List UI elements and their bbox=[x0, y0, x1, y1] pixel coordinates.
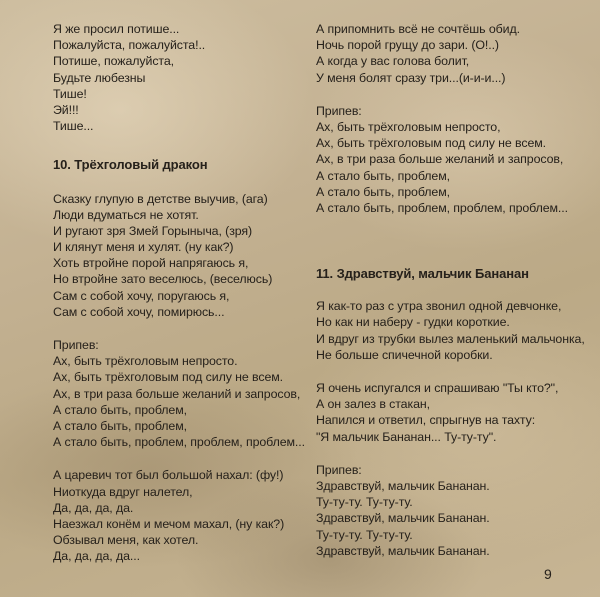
lyric-line: Хоть втройне порой напрягаюсь я, bbox=[53, 256, 249, 271]
lyric-line: Я же просил потише... bbox=[53, 22, 180, 36]
lyric-line: А стало быть, проблем, проблем, проблем... bbox=[316, 200, 568, 215]
lyric-line: Ах, в три раза больше желаний и запросов, bbox=[316, 152, 564, 167]
lyric-line: "Я мальчик Бананан... Ту-ту-ту". bbox=[316, 429, 497, 444]
lyric-line: Я как-то раз с утра звонил одной девчонке, bbox=[316, 299, 562, 314]
lyric-line: А он залез в стакан, bbox=[316, 397, 430, 412]
lyric-line: А стало быть, проблем, bbox=[53, 418, 187, 433]
lyric-line: Ах, быть трёхголовым под силу не всем. bbox=[316, 136, 547, 151]
lyric-line: И вдруг из трубки вылез маленький мальчонка, bbox=[316, 331, 585, 346]
lyric-line: Сам с собой хочу, помирюсь... bbox=[53, 304, 225, 319]
lyric-line: Да, да, да, да. bbox=[53, 500, 134, 515]
lyric-line: Тише! bbox=[53, 86, 87, 101]
page-number: 9 bbox=[544, 566, 552, 582]
lyric-line: Наезжал конём и мечом махал, (ну как?) bbox=[53, 516, 285, 531]
lyric-line: А когда у вас голова болит, bbox=[316, 54, 470, 69]
lyric-line: Но втройне зато веселюсь, (веселюсь) bbox=[53, 272, 273, 287]
lyric-line: Здравствуй, мальчик Бананан. bbox=[316, 478, 490, 493]
lyric-line: Будьте любезны bbox=[53, 70, 146, 85]
lyric-line: Ту-ту-ту. Ту-ту-ту. bbox=[316, 527, 413, 542]
lyric-line: Люди вдуматься не хотят. bbox=[53, 207, 199, 222]
lyric-line: И клянут меня и хулят. (ну как?) bbox=[53, 240, 234, 255]
lyric-line: Ниоткуда вдруг налетел, bbox=[53, 484, 193, 499]
lyric-line: Ночь порой грущу до зари. (О!..) bbox=[316, 38, 499, 53]
lyric-line: Здравствуй, мальчик Бананан. bbox=[316, 511, 490, 526]
lyric-line: Тише... bbox=[53, 119, 94, 134]
lyric-line: А царевич тот был большой нахал: (фу!) bbox=[53, 468, 284, 483]
lyric-line: Эй!!! bbox=[53, 102, 79, 117]
lyric-line: Ах, быть трёхголовым непросто, bbox=[316, 119, 501, 134]
lyric-line: А стало быть, проблем, bbox=[316, 168, 450, 183]
left-column bbox=[53, 0, 323, 564]
chorus-label: Припев: bbox=[316, 462, 362, 477]
lyric-line: Но как ни наберу - гудки короткие. bbox=[316, 315, 510, 330]
right-column bbox=[316, 0, 586, 559]
lyric-line: Сам с собой хочу, поругаюсь я, bbox=[53, 288, 230, 303]
lyric-line: Напился и ответил, спрыгнув на тахту: bbox=[316, 413, 536, 428]
lyric-line: А стало быть, проблем, bbox=[316, 184, 450, 199]
lyric-line: Да, да, да, да... bbox=[53, 549, 140, 564]
song-title-10: 10. Трёхголовый дракон bbox=[53, 157, 208, 173]
lyric-line: Ту-ту-ту. Ту-ту-ту. bbox=[316, 495, 413, 510]
lyric-line: У меня болят сразу три...(и-и-и...) bbox=[316, 70, 506, 85]
chorus-label: Припев: bbox=[53, 338, 99, 352]
lyric-line: Обзывал меня, как хотел. bbox=[53, 533, 199, 548]
lyric-line: Пожалуйста, пожалуйста!.. bbox=[53, 38, 206, 53]
song-title-11: 11. Здравствуй, мальчик Бананан bbox=[316, 266, 529, 282]
lyric-line: Ах, быть трёхголовым под силу не всем. bbox=[53, 370, 284, 385]
lyric-line: Здравствуй, мальчик Бананан. bbox=[316, 543, 490, 558]
lyric-line: А стало быть, проблем, проблем, проблем... bbox=[53, 435, 305, 450]
lyric-line: И ругают зря Змей Горыныча, (зря) bbox=[53, 223, 253, 238]
lyric-line: Ах, быть трёхголовым непросто. bbox=[53, 354, 238, 369]
chorus-label: Припев: bbox=[316, 103, 362, 118]
lyric-line: А стало быть, проблем, bbox=[53, 402, 187, 417]
lyric-line: Сказку глупую в детстве выучив, (ага) bbox=[53, 191, 268, 206]
lyric-line: А припомнить всё не сочтёшь обид. bbox=[316, 22, 520, 36]
lyric-line: Потише, пожалуйста, bbox=[53, 54, 174, 69]
lyric-line: Я очень испугался и спрашиваю "Ты кто?", bbox=[316, 381, 559, 395]
lyric-line: Ах, в три раза больше желаний и запросов, bbox=[53, 386, 301, 401]
lyric-line: Не больше спичечной коробки. bbox=[316, 347, 493, 362]
